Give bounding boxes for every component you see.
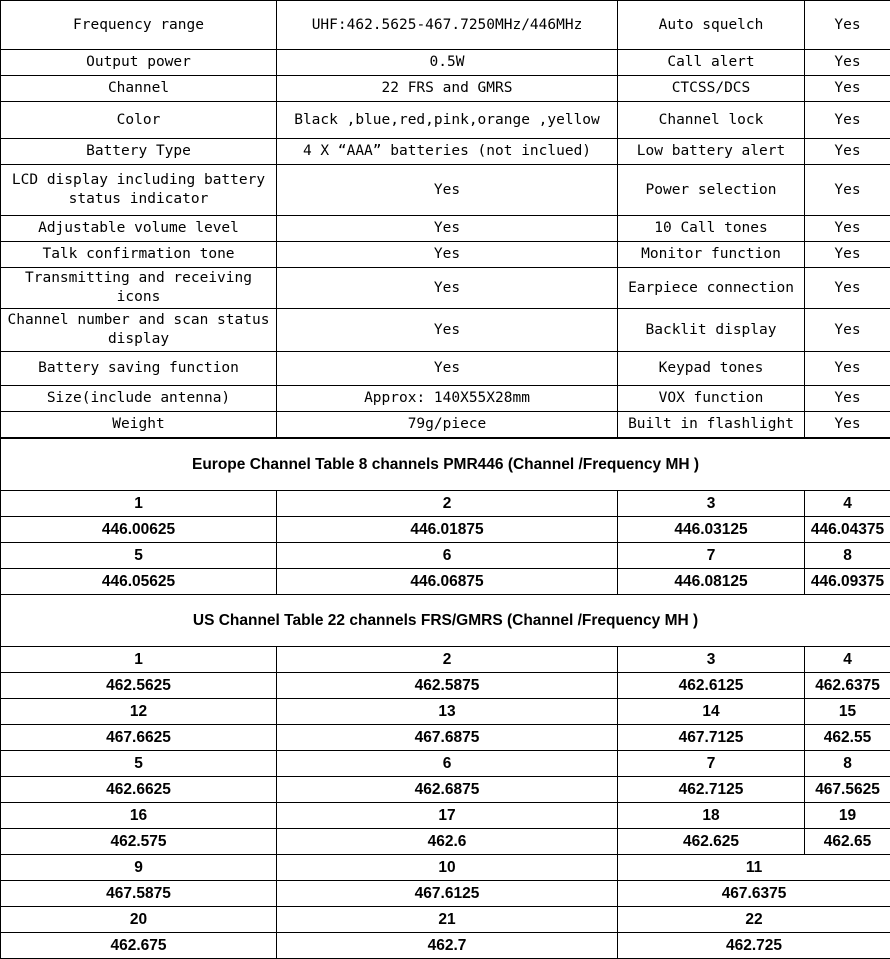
channel-frequency: 467.6625 [1, 725, 277, 751]
channel-number: 1 [1, 647, 277, 673]
feature-label: Monitor function [618, 242, 805, 268]
feature-status: Yes [805, 76, 890, 102]
channel-frequency: 467.6875 [277, 725, 618, 751]
feature-status: Yes [805, 216, 890, 242]
channel-number: 20 [1, 907, 277, 933]
spec-label: Size(include antenna) [1, 386, 277, 412]
feature-label: VOX function [618, 386, 805, 412]
channel-row [1, 933, 890, 959]
spec-label: Adjustable volume level [1, 216, 277, 242]
channel-frequency: 446.05625 [1, 569, 277, 595]
spec-row [1, 216, 890, 242]
channel-frequency: 462.6375 [805, 673, 890, 699]
channel-row [1, 673, 890, 699]
feature-label: Low battery alert [618, 139, 805, 165]
channel-frequency: 467.6125 [277, 881, 618, 907]
channel-frequency: 446.06875 [277, 569, 618, 595]
europe-channel-table [0, 438, 890, 595]
channel-number: 5 [1, 751, 277, 777]
spec-row [1, 1, 890, 50]
spec-label: Frequency range [1, 1, 277, 50]
spec-row [1, 165, 890, 216]
spec-label: Battery saving function [1, 352, 277, 386]
feature-label: Power selection [618, 165, 805, 216]
channel-frequency: 462.65 [805, 829, 890, 855]
channel-frequency: 462.675 [1, 933, 277, 959]
spec-value: Yes [277, 309, 618, 352]
channel-frequency: 462.7 [277, 933, 618, 959]
spec-row [1, 412, 890, 438]
channel-number: 7 [618, 751, 805, 777]
spec-row [1, 76, 890, 102]
feature-status: Yes [805, 139, 890, 165]
spec-value: 4 X “AAA” batteries (not inclued) [277, 139, 618, 165]
channel-row [1, 829, 890, 855]
channel-frequency: 446.01875 [277, 517, 618, 543]
channel-frequency: 446.00625 [1, 517, 277, 543]
channel-frequency: 462.6875 [277, 777, 618, 803]
feature-label: Keypad tones [618, 352, 805, 386]
feature-status: Yes [805, 242, 890, 268]
feature-label: Call alert [618, 50, 805, 76]
channel-number: 19 [805, 803, 890, 829]
spec-row [1, 139, 890, 165]
spec-value: Approx: 140X55X28mm [277, 386, 618, 412]
feature-status: Yes [805, 165, 890, 216]
feature-status: Yes [805, 412, 890, 438]
channel-frequency: 446.03125 [618, 517, 805, 543]
channel-row [1, 725, 890, 751]
spec-row [1, 352, 890, 386]
spec-table [0, 0, 890, 438]
spec-value: UHF:462.5625-467.7250MHz/446MHz [277, 1, 618, 50]
channel-number: 9 [1, 855, 277, 881]
channel-frequency: 462.625 [618, 829, 805, 855]
spec-value: Black ,blue,red,pink,orange ,yellow [277, 102, 618, 139]
channel-frequency: 462.5625 [1, 673, 277, 699]
spec-label: Weight [1, 412, 277, 438]
spec-label: Color [1, 102, 277, 139]
spec-value: Yes [277, 242, 618, 268]
channel-row [1, 647, 890, 673]
spec-row [1, 50, 890, 76]
spec-label: Output power [1, 50, 277, 76]
feature-status: Yes [805, 102, 890, 139]
feature-status: Yes [805, 309, 890, 352]
channel-frequency: 467.5625 [805, 777, 890, 803]
spec-label: Battery Type [1, 139, 277, 165]
channel-number: 1 [1, 491, 277, 517]
channel-row [1, 491, 890, 517]
feature-label: Built in flashlight [618, 412, 805, 438]
channel-frequency: 462.6 [277, 829, 618, 855]
feature-label: Backlit display [618, 309, 805, 352]
channel-number: 8 [805, 543, 890, 569]
channel-number: 5 [1, 543, 277, 569]
channel-number: 15 [805, 699, 890, 725]
feature-label: Earpiece connection [618, 268, 805, 309]
channel-row [1, 699, 890, 725]
channel-frequency: 446.08125 [618, 569, 805, 595]
channel-number: 10 [277, 855, 618, 881]
channel-number: 11 [618, 855, 890, 881]
spec-row [1, 386, 890, 412]
channel-number: 12 [1, 699, 277, 725]
spec-value: Yes [277, 165, 618, 216]
channel-number: 21 [277, 907, 618, 933]
channel-frequency: 462.575 [1, 829, 277, 855]
feature-status: Yes [805, 50, 890, 76]
spec-label: Transmitting and receiving icons [1, 268, 277, 309]
channel-number: 16 [1, 803, 277, 829]
feature-label: CTCSS/DCS [618, 76, 805, 102]
channel-frequency: 462.55 [805, 725, 890, 751]
channel-frequency: 467.5875 [1, 881, 277, 907]
channel-number: 8 [805, 751, 890, 777]
channel-frequency: 462.5875 [277, 673, 618, 699]
channel-number: 14 [618, 699, 805, 725]
channel-number: 4 [805, 647, 890, 673]
channel-number: 4 [805, 491, 890, 517]
spec-row [1, 242, 890, 268]
spec-row [1, 102, 890, 139]
channel-number: 18 [618, 803, 805, 829]
feature-status: Yes [805, 1, 890, 50]
channel-row [1, 855, 890, 881]
channel-row [1, 751, 890, 777]
channel-row [1, 569, 890, 595]
channel-frequency: 467.7125 [618, 725, 805, 751]
spec-label: Channel number and scan status display [1, 309, 277, 352]
spec-value: Yes [277, 352, 618, 386]
channel-row [1, 803, 890, 829]
spec-row [1, 309, 890, 352]
channel-row [1, 907, 890, 933]
spec-label: Channel [1, 76, 277, 102]
channel-number: 2 [277, 647, 618, 673]
spec-value: 22 FRS and GMRS [277, 76, 618, 102]
channel-frequency: 462.6125 [618, 673, 805, 699]
feature-status: Yes [805, 386, 890, 412]
channel-number: 17 [277, 803, 618, 829]
channel-row [1, 881, 890, 907]
feature-status: Yes [805, 352, 890, 386]
channel-frequency: 467.6375 [618, 881, 890, 907]
channel-number: 3 [618, 491, 805, 517]
channel-number: 22 [618, 907, 890, 933]
spec-value: Yes [277, 216, 618, 242]
channel-number: 6 [277, 751, 618, 777]
feature-label: 10 Call tones [618, 216, 805, 242]
spec-value: 0.5W [277, 50, 618, 76]
feature-label: Auto squelch [618, 1, 805, 50]
channel-row [1, 777, 890, 803]
spec-label: LCD display including battery status indicator [1, 165, 277, 216]
channel-frequency: 462.7125 [618, 777, 805, 803]
spec-row [1, 268, 890, 309]
us-channel-table [0, 594, 890, 959]
europe-table-title: Europe Channel Table 8 channels PMR446 (Channel /Frequency MH ) [1, 439, 890, 491]
spec-value: 79g/piece [277, 412, 618, 438]
channel-frequency: 446.09375 [805, 569, 890, 595]
channel-frequency: 462.725 [618, 933, 890, 959]
channel-row [1, 543, 890, 569]
channel-frequency: 462.6625 [1, 777, 277, 803]
channel-number: 3 [618, 647, 805, 673]
channel-number: 13 [277, 699, 618, 725]
us-table-title: US Channel Table 22 channels FRS/GMRS (Channel /Frequency MH ) [1, 595, 890, 647]
channel-frequency: 446.04375 [805, 517, 890, 543]
channel-number: 7 [618, 543, 805, 569]
channel-row [1, 517, 890, 543]
channel-number: 2 [277, 491, 618, 517]
feature-label: Channel lock [618, 102, 805, 139]
channel-number: 6 [277, 543, 618, 569]
spec-label: Talk confirmation tone [1, 242, 277, 268]
feature-status: Yes [805, 268, 890, 309]
spec-value: Yes [277, 268, 618, 309]
